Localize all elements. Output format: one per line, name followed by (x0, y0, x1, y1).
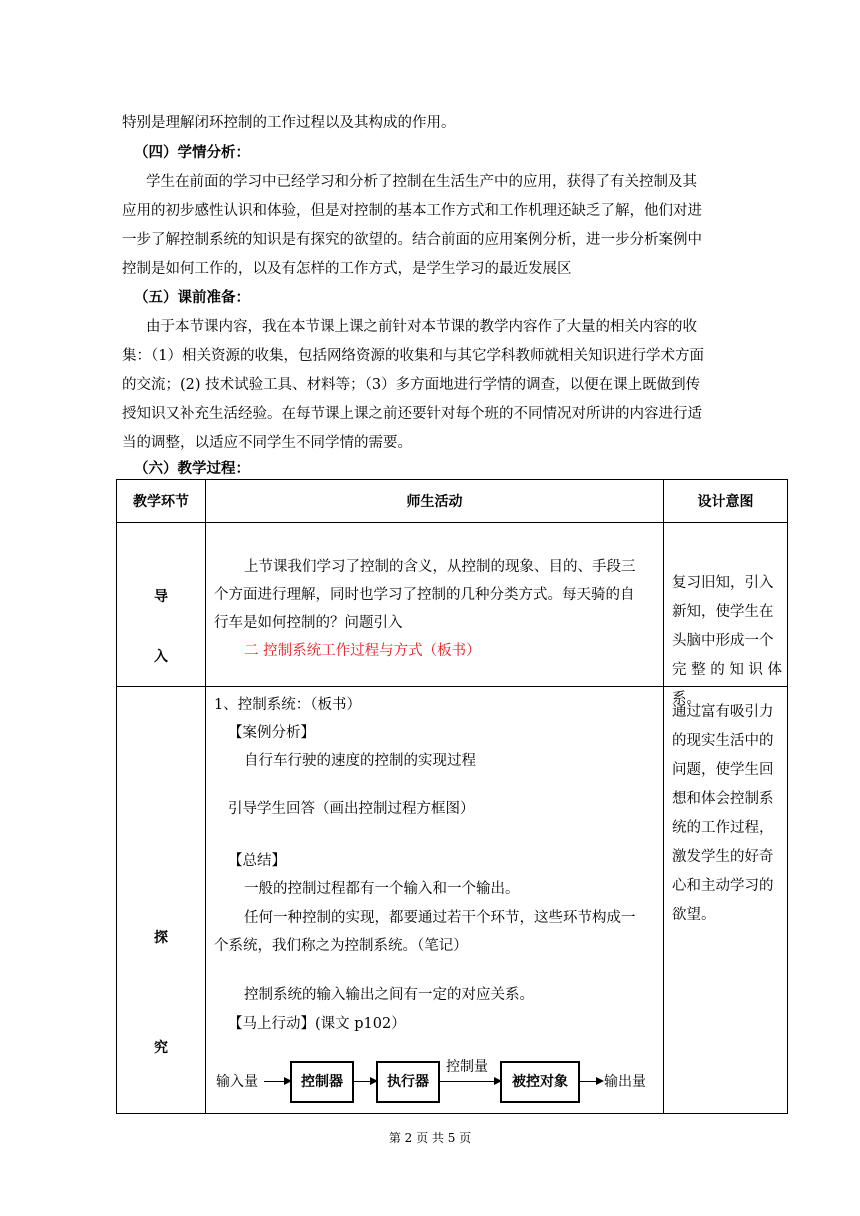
page-footer: 第 2 页 共 5 页 (388, 1131, 472, 1145)
diagram-controller-box: 控制器 (290, 1061, 354, 1103)
intent-line: 欲望。 (672, 907, 716, 923)
paragraph-line: 授知识又补充生活经验。在每节课上课之前还要针对每个班的不同情况对所讲的内容进行适 (122, 406, 702, 422)
table-header-row (117, 480, 788, 523)
intent-line: 激发学生的好奇 (672, 849, 774, 865)
activity-line: 自行车行驶的速度的控制的实现过程 (244, 753, 476, 769)
arrow-icon (440, 1081, 500, 1082)
arrow-icon (580, 1081, 602, 1082)
lesson-table (116, 479, 788, 1114)
paragraph-line: 学生在前面的学习中已经学习和分析了控制在生活生产中的应用，获得了有关控制及其 (146, 174, 697, 190)
intent-line: 通过富有吸引力 (672, 704, 774, 720)
stage-char: 导 (154, 589, 168, 605)
activity-line: 【总结】 (228, 853, 286, 869)
header-stage: 教学环节 (117, 480, 206, 523)
activity-line: 引导学生回答（画出控制过程方框图） (228, 801, 475, 817)
activity-line: 个系统，我们称之为控制系统。（笔记） (214, 938, 468, 954)
heading-preparation: （五）课前准备： (134, 290, 250, 306)
intent-line: 统的工作过程， (672, 820, 774, 836)
line-1: 特别是理解闭环控制的工作过程以及其构成的作用。 (122, 115, 456, 131)
stage-char: 探 (154, 930, 168, 946)
stage-char: 究 (154, 1040, 168, 1056)
activity-line: 【案例分析】 (228, 725, 315, 741)
diagram-control-quantity-label: 控制量 (446, 1059, 488, 1075)
intent-line: 新知，使学生在 (672, 604, 774, 620)
intent-line: 系。 (672, 691, 701, 707)
activity-line: 控制系统的输入输出之间有一定的对应关系。 (244, 987, 534, 1003)
paragraph-line: 当的调整，以适应不同学生不同学情的需要。 (122, 435, 412, 451)
activity-line: 个方面进行理解，同时也学习了控制的几种分类方式。每天骑的自 (214, 587, 635, 603)
intent-line: 的现实生活中的 (672, 733, 774, 749)
intent-line: 复习旧知，引入 (672, 575, 774, 591)
activity-line: 1、控制系统：（板书） (214, 697, 361, 713)
intent-line: 头脑中形成一个 (672, 633, 774, 649)
activity-line: 一般的控制过程都有一个输入和一个输出。 (244, 881, 520, 897)
diagram-output-label: 输出量 (604, 1074, 646, 1090)
intent-line: 完 整 的 知 识 体 (672, 662, 783, 678)
paragraph-line: 的交流；(2) 技术试验工具、材料等；（3）多方面地进行学情的调查，以便在课上既做到传 (122, 377, 701, 393)
activity-line: 上节课我们学习了控制的含义，从控制的现象、目的、手段三 (244, 559, 636, 575)
activity-line: 任何一种控制的实现，都要通过若干个环节，这些环节构成一 (244, 910, 636, 926)
arrow-icon (354, 1081, 376, 1082)
intent-line: 问题，使学生回 (672, 762, 774, 778)
stage-char: 入 (154, 649, 168, 665)
activity-red-line: 二 控制系统工作过程与方式（板书） (244, 643, 481, 659)
paragraph-line: 集：（1）相关资源的收集，包括网络资源的收集和与其它学科教师就相关知识进行学术方面 (122, 348, 704, 364)
header-intent: 设计意图 (664, 480, 788, 523)
intent-line: 想和体会控制系 (672, 791, 774, 807)
table-row-explore (117, 687, 788, 1114)
heading-teaching-process: （六）教学过程： (134, 461, 250, 477)
arrow-icon (264, 1081, 290, 1082)
diagram-actuator-box: 执行器 (376, 1061, 440, 1103)
paragraph-line: 应用的初步感性认识和体验，但是对控制的基本工作方式和工作机理还缺乏了解，他们对进 (122, 203, 702, 219)
paragraph-line: 一步了解控制系统的知识是有探究的欲望的。结合前面的应用案例分析，进一步分析案例中 (122, 232, 702, 248)
intent-line: 心和主动学习的 (672, 878, 774, 894)
activity-line: 行车是如何控制的？问题引入 (214, 615, 403, 631)
diagram-input-label: 输入量 (216, 1074, 258, 1090)
header-activity: 师生活动 (206, 480, 664, 523)
diagram-controlled-object-box: 被控对象 (500, 1061, 580, 1103)
paragraph-line: 控制是如何工作的，以及有怎样的工作方式，是学生学习的最近发展区 (122, 261, 572, 277)
activity-line: 【马上行动】(课文 p102） (228, 1016, 406, 1032)
heading-learning-analysis: （四）学情分析： (134, 145, 250, 161)
table-row-intro (117, 523, 788, 687)
paragraph-line: 由于本节课内容，我在本节课上课之前针对本节课的教学内容作了大量的相关内容的收 (146, 319, 697, 335)
